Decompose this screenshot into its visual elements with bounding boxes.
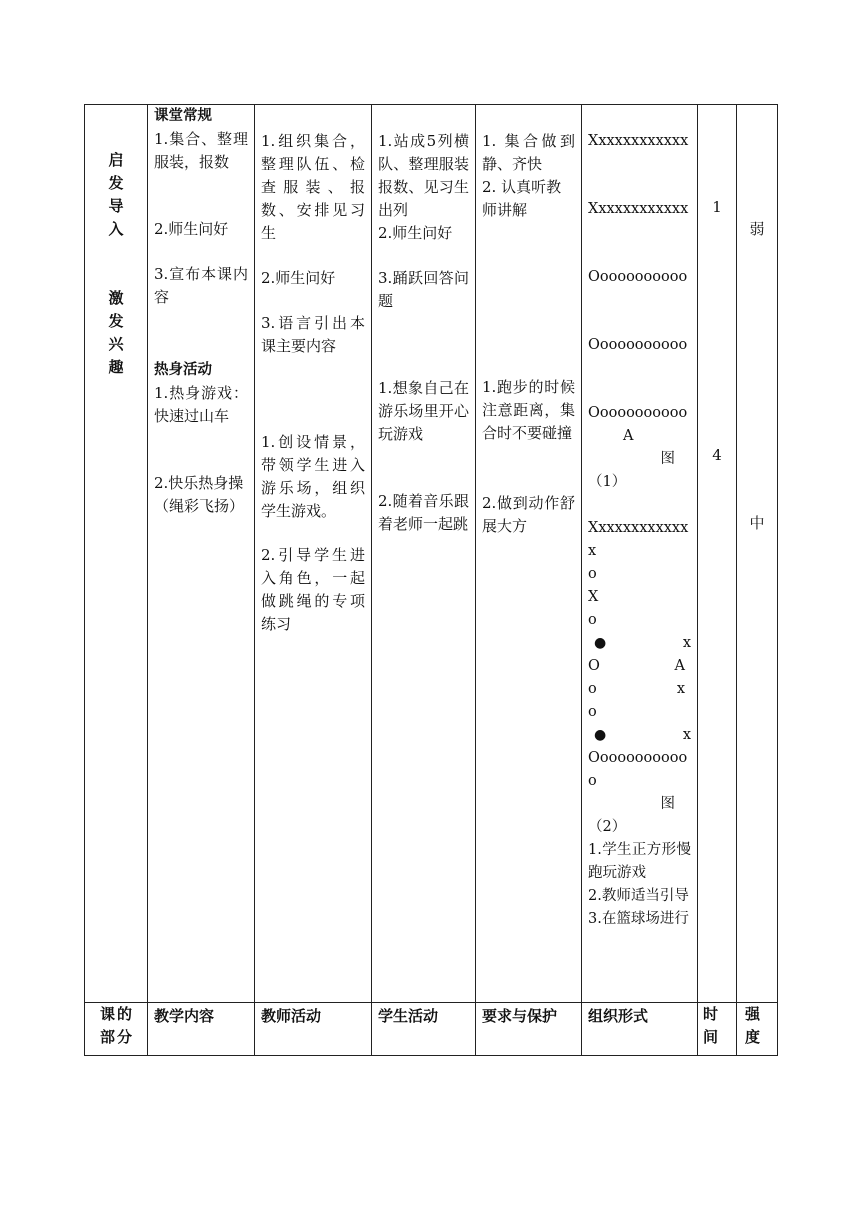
section-char: 导 (108, 197, 124, 215)
header-time: 时间 (698, 1003, 737, 1056)
header-intensity: 强度 (737, 1003, 778, 1056)
lesson-plan-table (84, 104, 778, 1056)
section-spacer (85, 241, 147, 287)
fig2-row: o (588, 566, 597, 582)
routine-student-2: 2.师生问好 (378, 224, 453, 242)
routine-student-3: 3.踊跃回答问题 (378, 269, 469, 310)
section-char: 入 (108, 220, 124, 238)
fig2-row: X (588, 589, 599, 605)
section-char: 发 (108, 174, 124, 192)
fig1-row: Xxxxxxxxxxxx (588, 201, 689, 217)
fig2-o-right: x (676, 681, 685, 697)
routine-requirement-3: 师讲解 (482, 201, 528, 219)
header-teacher: 教师活动 (255, 1003, 372, 1056)
fig1-caption-number: （1） (588, 474, 627, 490)
fig2-row: Xxxxxxxxxxxxx (588, 520, 689, 559)
header-requirement: 要求与保护 (476, 1003, 582, 1056)
fig2-row: o (588, 612, 597, 628)
fig1-teacher-mark: A (623, 428, 634, 444)
fig2-caption-label: 图 (660, 796, 675, 812)
routine-time: 1 (712, 198, 722, 216)
fig2-o-row (588, 678, 691, 701)
header-part: 课的部分 (85, 1003, 148, 1056)
teacher-cell (255, 105, 372, 1003)
routine-requirement-2: 2. 认真听教 (482, 178, 562, 196)
routine-student-1: 1.站成5列横队、整理服装报数、见习生出列 (378, 132, 469, 219)
routine-content-3: 3.宣布本课内容 (154, 265, 248, 306)
fig2-dot-row (588, 632, 691, 655)
header-student: 学生活动 (372, 1003, 476, 1056)
fig2-bottom-row: Oooooooooooo (588, 750, 688, 789)
section-cell (85, 105, 148, 1003)
fig2-mid-row (588, 655, 691, 678)
fig1-row: Ooooooooooo (588, 405, 688, 421)
header-row (85, 1003, 778, 1056)
warmup-content-1: 1.热身游戏：快速过山车 (154, 384, 248, 425)
body-row (85, 105, 778, 1003)
warmup-teacher-2: 2.引导学生进入角色，一起做跳绳的专项练习 (261, 546, 365, 633)
organization-cell (582, 105, 698, 1003)
fig2-dot-row-right: x (682, 727, 691, 743)
routine-teacher-2: 2.师生问好 (261, 269, 336, 287)
section-char: 激 (108, 289, 124, 307)
warmup-intensity: 中 (749, 514, 765, 532)
org-note: 2.教师适当引导 (588, 888, 689, 904)
routine-heading: 课堂常规 (154, 108, 212, 124)
org-note: 1.学生正方形慢跑玩游戏 (588, 842, 691, 881)
section-char: 发 (108, 312, 124, 330)
fig2-dot-row-right: x (682, 635, 691, 651)
org-note: 3.在篮球场进行 (588, 911, 689, 927)
dot-marker-icon: ● (594, 727, 607, 743)
routine-content-1: 1.集合、整理服装，报数 (154, 130, 248, 171)
warmup-time: 4 (712, 446, 722, 464)
header-content: 教学内容 (148, 1003, 255, 1056)
time-cell (698, 105, 737, 1003)
routine-intensity: 弱 (749, 220, 765, 238)
section-name (85, 105, 147, 379)
warmup-heading: 热身活动 (154, 362, 212, 378)
student-cell (372, 105, 476, 1003)
intensity-cell (737, 105, 778, 1003)
warmup-content-2: 2.快乐热身操 (154, 474, 244, 492)
warmup-requirement-1: 1.跑步的时候注意距离，集合时不要碰撞 (482, 378, 575, 442)
routine-content-2: 2.师生问好 (154, 220, 229, 238)
section-char: 兴 (108, 335, 124, 353)
section-char: 启 (108, 151, 124, 169)
fig2-o-left: o (588, 681, 597, 697)
warmup-student-1: 1.想象自己在游乐场里开心玩游戏 (378, 379, 469, 443)
warmup-content-3: （绳彩飞扬） (154, 497, 245, 515)
warmup-student-2: 2.随着音乐跟着老师一起跳 (378, 492, 469, 533)
section-char: 趣 (108, 358, 124, 376)
fig1-caption-label: 图 (660, 451, 675, 467)
dot-marker-icon: ● (594, 635, 607, 651)
routine-teacher-1: 1.组织集合，整理队伍、检查服装、报数、安排见习生 (261, 132, 365, 242)
content-cell (148, 105, 255, 1003)
fig1-row: Xxxxxxxxxxxx (588, 133, 689, 149)
routine-requirement-1: 1. 集合做到静、齐快 (482, 132, 575, 173)
fig2-mid-right: A (674, 658, 685, 674)
fig2-o-row-2: o (588, 704, 597, 720)
warmup-teacher-1: 1.创设情景，带领学生进入游乐场，组织学生游戏。 (261, 433, 365, 520)
header-organization: 组织形式 (582, 1003, 698, 1056)
fig1-row: Ooooooooooo (588, 337, 688, 353)
fig2-caption-number: （2） (588, 819, 627, 835)
fig2-dot-row (588, 724, 691, 747)
warmup-requirement-2: 2.做到动作舒展大方 (482, 494, 575, 535)
fig1-row: Ooooooooooo (588, 269, 688, 285)
requirement-cell (476, 105, 582, 1003)
fig2-mid-left: O (588, 658, 600, 674)
routine-teacher-3: 3.语言引出本课主要内容 (261, 314, 365, 355)
